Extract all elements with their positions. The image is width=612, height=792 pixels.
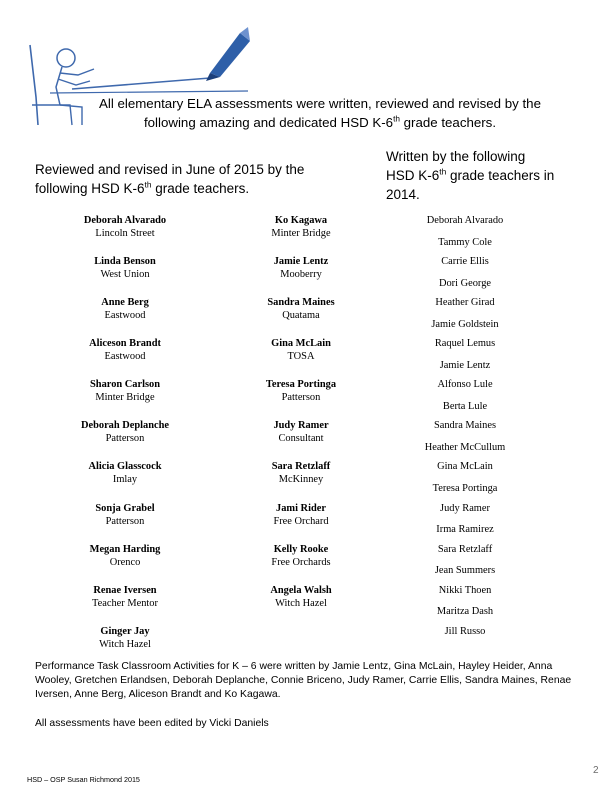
reviewer-name: Sharon Carlson — [90, 379, 160, 390]
reviewer-name: Anne Berg — [101, 297, 149, 308]
writers-heading-line2-prefix: HSD K-6 — [386, 168, 440, 183]
reviewer-name: Sara Retzlaff — [271, 461, 331, 472]
writer-name: Heather Girad — [435, 297, 495, 308]
reviewer-name: Ko Kagawa — [274, 215, 328, 226]
reviewer-location: Lincoln Street — [95, 228, 155, 239]
reviewer-name: Teresa Portinga — [265, 379, 337, 390]
footer-credit: HSD – OSP Susan Richmond 2015 — [27, 775, 140, 784]
reviewer-location: Orenco — [109, 557, 141, 568]
reviewer-entry — [211, 255, 391, 281]
reviewer-entry — [35, 337, 215, 363]
reviewer-name: Alicia Glasscock — [88, 461, 162, 472]
writer-name: Teresa Portinga — [432, 483, 498, 494]
reviewer-location: Minter Bridge — [95, 392, 155, 403]
reviewers-heading-line2-suffix: grade teachers. — [151, 181, 250, 196]
reviewer-location: Eastwood — [104, 351, 146, 362]
reviewer-entry — [35, 378, 215, 404]
writer-name: Jill Russo — [444, 626, 486, 637]
reviewers-heading-superscript: th — [144, 179, 152, 190]
writer-name: Jamie Lentz — [439, 360, 491, 371]
reviewer-location: Consultant — [278, 433, 324, 444]
page-number: 2 — [593, 765, 599, 776]
writers-heading-line1: Written by the following — [386, 149, 526, 164]
reviewer-name: Sonja Grabel — [95, 503, 155, 514]
reviewer-entry — [35, 214, 215, 240]
writer-name: Irma Ramirez — [436, 524, 494, 535]
writer-name: Heather McCullum — [424, 442, 506, 453]
reviewer-entry — [211, 337, 391, 363]
reviewer-entry — [35, 255, 215, 281]
reviewer-location: Free Orchards — [271, 557, 331, 568]
reviewer-location: Teacher Mentor — [92, 598, 158, 609]
page-title — [60, 94, 580, 132]
reviewer-name: Angela Walsh — [270, 585, 332, 596]
writer-name: Raquel Lemus — [434, 338, 496, 349]
reviewer-entry — [211, 584, 391, 610]
writer-name: Jamie Goldstein — [431, 319, 499, 330]
reviewer-name: Aliceson Brandt — [89, 338, 161, 349]
reviewer-name: Deborah Alvarado — [83, 215, 167, 226]
reviewer-name: Renae Iversen — [93, 585, 157, 596]
reviewer-entry — [211, 502, 391, 528]
reviewer-entry — [35, 625, 215, 651]
reviewer-location: Quatama — [282, 310, 320, 321]
reviewer-location: Imlay — [112, 474, 138, 485]
title-line1: All elementary ELA assessments were written, reviewed and revised by the — [99, 96, 541, 111]
title-line2-suffix: grade teachers. — [399, 115, 497, 130]
reviewer-entry — [35, 296, 215, 322]
writer-name: Berta Lule — [442, 401, 488, 412]
writers-heading — [386, 147, 586, 204]
reviewer-entry — [35, 584, 215, 610]
reviewers-heading — [35, 160, 335, 198]
reviewer-name: Linda Benson — [94, 256, 156, 267]
reviewer-location: Minter Bridge — [271, 228, 331, 239]
writer-name: Sara Retzlaff — [437, 544, 493, 555]
reviewer-location: TOSA — [287, 351, 315, 362]
reviewer-location: Patterson — [105, 433, 145, 444]
reviewer-name: Kelly Rooke — [273, 544, 329, 555]
reviewer-location: Patterson — [105, 516, 145, 527]
writer-name: Alfonso Lule — [437, 379, 493, 390]
reviewer-entry — [35, 502, 215, 528]
reviewer-name: Ginger Jay — [100, 626, 150, 637]
reviewer-entry — [35, 460, 215, 486]
reviewers-heading-line1: Reviewed and revised in June of 2015 by the — [35, 162, 305, 177]
reviewer-location: McKinney — [278, 474, 324, 485]
reviewer-name: Jamie Lentz — [273, 256, 329, 267]
reviewer-location: Mooberry — [280, 269, 322, 280]
reviewer-entry — [211, 543, 391, 569]
reviewer-entry — [211, 460, 391, 486]
reviewer-location: West Union — [100, 269, 150, 280]
writer-name: Gina McLain — [437, 461, 493, 472]
performance-task-note: Performance Task Classroom Activities for K – 6 were written by Jamie Lentz, Gina McLain, Hayley Heider, Anna Wooley, Gretchen Erlandsen, Deborah Deplanche, Connie Briceno, Judy Ramer, Carrie Ellis, Sandra Maines, Renae Iversen, Anne Berg, Aliceson Brandt and Ko Kagawa. — [35, 661, 572, 701]
writer-name: Dori George — [438, 278, 492, 289]
writer-name: Tammy Cole — [438, 237, 492, 248]
reviewer-location: Witch Hazel — [99, 639, 151, 650]
reviewer-location: Witch Hazel — [275, 598, 327, 609]
reviewer-location: Eastwood — [104, 310, 146, 321]
reviewer-name: Gina McLain — [271, 338, 331, 349]
reviewer-name: Sandra Maines — [267, 297, 335, 308]
reviewer-location: Patterson — [281, 392, 321, 403]
reviewer-location: Free Orchard — [273, 516, 329, 527]
reviewer-entry — [211, 296, 391, 322]
reviewer-entry — [211, 378, 391, 404]
writer-name: Nikki Thoen — [438, 585, 492, 596]
reviewer-entry — [35, 419, 215, 445]
writer-name: Carrie Ellis — [441, 256, 489, 267]
writers-heading-line2-suffix: grade teachers in — [446, 168, 555, 183]
reviewer-name: Judy Ramer — [273, 420, 329, 431]
writer-name: Deborah Alvarado — [426, 215, 504, 226]
writers-heading-line3: 2014. — [386, 187, 420, 202]
reviewer-entry — [35, 543, 215, 569]
reviewer-name: Jami Rider — [276, 503, 326, 514]
reviewer-name: Deborah Deplanche — [80, 420, 170, 431]
writers-heading-superscript: th — [439, 166, 447, 177]
reviewer-entry — [211, 419, 391, 445]
writer-name: Judy Ramer — [440, 503, 490, 514]
edited-by-note: All assessments have been edited by Vicki Daniels — [35, 718, 269, 729]
reviewers-heading-line2-prefix: following HSD K-6 — [35, 181, 145, 196]
reviewer-entry — [211, 214, 391, 240]
title-superscript: th — [393, 114, 400, 124]
reviewer-name: Megan Harding — [89, 544, 161, 555]
title-line2-prefix: following amazing and dedicated HSD K-6 — [143, 115, 394, 130]
writer-name: Maritza Dash — [436, 606, 494, 617]
writer-name: Jean Summers — [434, 565, 496, 576]
writer-name: Sandra Maines — [433, 420, 497, 431]
